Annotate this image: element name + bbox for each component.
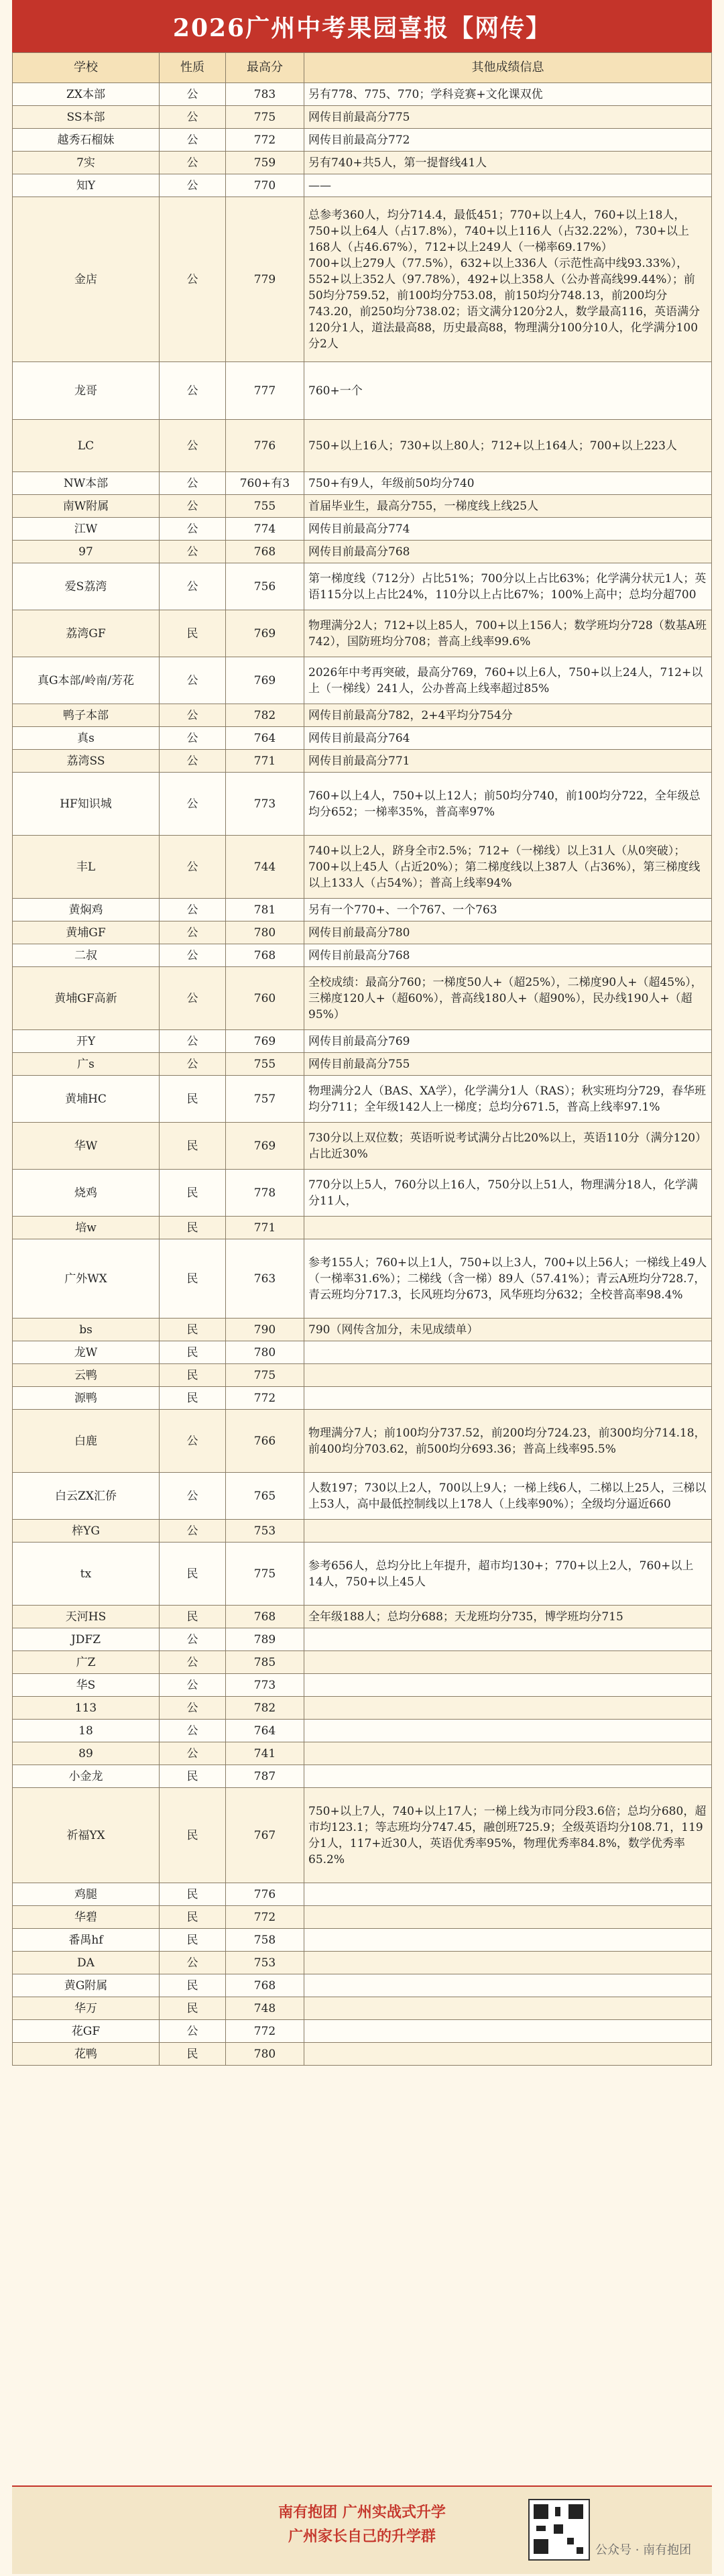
score-cell: 774 [226, 518, 304, 541]
info-cell: 750+有9人，年级前50均分740 [304, 472, 712, 495]
type-cell: 公 [160, 1628, 226, 1651]
table-row [13, 174, 712, 197]
table-row [13, 1543, 712, 1606]
type-cell: 民 [160, 1788, 226, 1883]
info-cell: 人数197；730以上2人，700以上9人；一梯上线6人，二梯以上25人，三梯以上53人，高中最低控制线以上178人（上线率90%）；全级均分逼近660 [304, 1473, 712, 1520]
table-row [13, 1364, 712, 1387]
info-cell: 网传目前最高分771 [304, 750, 712, 773]
info-cell: 另有一个770+、一个767、一个763 [304, 899, 712, 921]
type-cell: 公 [160, 750, 226, 773]
score-cell: 755 [226, 1053, 304, 1076]
score-cell: 770 [226, 174, 304, 197]
score-cell: 772 [226, 1906, 304, 1929]
score-cell: 769 [226, 657, 304, 704]
score-cell: 759 [226, 152, 304, 174]
info-cell: 参考656人，总均分比上年提升，超市均130+；770+以上2人，760+以上14人，750+以上45人 [304, 1543, 712, 1606]
school-cell: 真G本部/岭南/芳花 [13, 657, 160, 704]
school-cell: 烧鸡 [13, 1170, 160, 1217]
info-cell: 网传目前最高分769 [304, 1030, 712, 1053]
score-cell: 753 [226, 1520, 304, 1543]
table-row [13, 362, 712, 420]
score-cell: 758 [226, 1929, 304, 1952]
info-cell: 网传目前最高分755 [304, 1053, 712, 1076]
type-cell: 公 [160, 1053, 226, 1076]
score-cell: 764 [226, 727, 304, 750]
table-header-row [13, 53, 712, 83]
info-cell [304, 2043, 712, 2066]
score-cell: 763 [226, 1239, 304, 1319]
table-row [13, 197, 712, 362]
table-row [13, 1720, 712, 1742]
score-cell: 771 [226, 750, 304, 773]
school-cell: 113 [13, 1697, 160, 1720]
type-cell: 公 [160, 836, 226, 899]
type-cell: 公 [160, 83, 226, 106]
type-cell: 公 [160, 518, 226, 541]
school-cell: 梓YG [13, 1520, 160, 1543]
info-cell: 750+以上16人；730+以上80人；712+以上164人；700+以上223人 [304, 420, 712, 472]
school-cell: DA [13, 1952, 160, 1974]
info-cell [304, 1387, 712, 1410]
school-cell: 花鸭 [13, 2043, 160, 2066]
info-cell: 另有778、775、770；学科竞赛+文化课双优 [304, 83, 712, 106]
table-row [13, 750, 712, 773]
type-cell: 民 [160, 610, 226, 657]
info-cell [304, 1883, 712, 1906]
type-cell: 公 [160, 967, 226, 1030]
type-cell: 公 [160, 773, 226, 836]
score-cell: 765 [226, 1473, 304, 1520]
school-cell: 越秀石榴妹 [13, 129, 160, 152]
table-row [13, 1674, 712, 1697]
info-cell: 740+以上2人，跻身全市2.5%；712+（一梯线）以上31人（从0突破）；700+以上45人（占近20%）；第二梯度线以上387人（占36%），第三梯度线以上133人（占54%）；普高上线率94% [304, 836, 712, 899]
footer-line-1: 南有抱团 广州实战式升学 [278, 2504, 446, 2521]
type-cell: 公 [160, 541, 226, 563]
table-row [13, 1341, 712, 1364]
type-cell: 公 [160, 1473, 226, 1520]
info-cell: 网传目前最高分764 [304, 727, 712, 750]
info-cell: 参考155人；760+以上1人，750+以上3人，700+以上56人；一梯线上49人（一梯率31.6%）；二梯线（含一梯）89人（57.41%）；青云A班均分728.7，青云班均分717.3，长风班均分673，风华班均分632；全校普高率98.4% [304, 1239, 712, 1319]
type-cell: 公 [160, 657, 226, 704]
type-cell: 公 [160, 1030, 226, 1053]
school-cell: 二叔 [13, 944, 160, 967]
table-row [13, 1410, 712, 1473]
school-cell: 黄埔HC [13, 1076, 160, 1123]
table-row [13, 541, 712, 563]
school-cell: 金店 [13, 197, 160, 362]
school-cell: 云鸭 [13, 1364, 160, 1387]
table-row [13, 836, 712, 899]
score-cell: 769 [226, 1030, 304, 1053]
school-cell: 黄埔GF高新 [13, 967, 160, 1030]
type-cell: 公 [160, 1410, 226, 1473]
type-cell: 公 [160, 1697, 226, 1720]
table-row [13, 83, 712, 106]
info-cell: 网传目前最高分774 [304, 518, 712, 541]
info-cell [304, 1651, 712, 1674]
score-cell: 776 [226, 1883, 304, 1906]
type-cell: 公 [160, 1651, 226, 1674]
school-cell: HF知识城 [13, 773, 160, 836]
school-cell: 黄焖鸡 [13, 899, 160, 921]
school-cell: NW本部 [13, 472, 160, 495]
type-cell: 民 [160, 1341, 226, 1364]
table-row [13, 1997, 712, 2020]
type-cell: 公 [160, 899, 226, 921]
school-cell: bs [13, 1319, 160, 1341]
type-cell: 民 [160, 2043, 226, 2066]
table-row [13, 1628, 712, 1651]
score-cell: 781 [226, 899, 304, 921]
table-row [13, 1883, 712, 1906]
table-row [13, 1473, 712, 1520]
score-cell: 753 [226, 1952, 304, 1974]
info-cell: 网传目前最高分782，2+4平均分754分 [304, 704, 712, 727]
type-cell: 民 [160, 1974, 226, 1997]
info-cell [304, 1952, 712, 1974]
table-row [13, 2043, 712, 2066]
header-school: 学校 [13, 53, 160, 83]
info-cell [304, 1765, 712, 1788]
info-cell: 网传目前最高分780 [304, 921, 712, 944]
table-row [13, 1123, 712, 1170]
school-cell: 龙W [13, 1341, 160, 1364]
info-cell: 网传目前最高分772 [304, 129, 712, 152]
type-cell: 民 [160, 1170, 226, 1217]
type-cell: 公 [160, 472, 226, 495]
score-cell: 764 [226, 1720, 304, 1742]
score-cell: 787 [226, 1765, 304, 1788]
table-row [13, 704, 712, 727]
school-cell: 黄G附属 [13, 1974, 160, 1997]
table-row [13, 152, 712, 174]
table-row [13, 610, 712, 657]
table-row [13, 921, 712, 944]
type-cell: 公 [160, 129, 226, 152]
info-cell [304, 1906, 712, 1929]
table-row [13, 1651, 712, 1674]
school-cell: 南W附属 [13, 495, 160, 518]
table-row [13, 1788, 712, 1883]
score-cell: 780 [226, 921, 304, 944]
school-cell: 89 [13, 1742, 160, 1765]
school-cell: 花GF [13, 2020, 160, 2043]
type-cell: 公 [160, 362, 226, 420]
score-cell: 780 [226, 2043, 304, 2066]
type-cell: 民 [160, 1997, 226, 2020]
table-row [13, 1974, 712, 1997]
school-cell: 天河HS [13, 1606, 160, 1628]
footer [12, 2485, 712, 2574]
info-cell: 另有740+共5人，第一提督线41人 [304, 152, 712, 174]
watermark: 公众号 · 南有抱团 [595, 2543, 692, 2557]
type-cell: 民 [160, 1319, 226, 1341]
score-cell: 779 [226, 197, 304, 362]
table-row [13, 563, 712, 610]
school-cell: 荔湾GF [13, 610, 160, 657]
table-row [13, 1170, 712, 1217]
type-cell: 公 [160, 152, 226, 174]
info-cell [304, 1742, 712, 1765]
table-row [13, 1319, 712, 1341]
score-cell: 790 [226, 1319, 304, 1341]
table-row [13, 1520, 712, 1543]
school-cell: 番禺hf [13, 1929, 160, 1952]
type-cell: 民 [160, 1123, 226, 1170]
score-cell: 772 [226, 1387, 304, 1410]
table-row [13, 1030, 712, 1053]
score-cell: 755 [226, 495, 304, 518]
type-cell: 公 [160, 495, 226, 518]
score-cell: 760 [226, 967, 304, 1030]
info-cell: 730分以上双位数；英语听说考试满分占比20%以上，英语110分（满分120）占比近30% [304, 1123, 712, 1170]
table-row [13, 1076, 712, 1123]
info-cell: 首届毕业生，最高分755，一梯度线上线25人 [304, 495, 712, 518]
table-row [13, 1906, 712, 1929]
score-cell: 757 [226, 1076, 304, 1123]
type-cell: 公 [160, 1520, 226, 1543]
type-cell: 公 [160, 174, 226, 197]
info-cell: 760+以上4人，750+以上12人；前50均分740，前100均分722，全年级总均分652；一梯率35%，普高率97% [304, 773, 712, 836]
info-cell: 物理满分7人；前100均分737.52，前200均分724.23，前300均分714.18，前400均分703.62，前500均分693.36；普高上线率95.5% [304, 1410, 712, 1473]
score-cell: 775 [226, 1543, 304, 1606]
score-cell: 777 [226, 362, 304, 420]
table-row [13, 420, 712, 472]
info-cell: 总参考360人，均分714.4，最低451；770+以上4人，760+以上18人，750+以上64人（占17.8%），740+以上116人（占32.22%），730+以上168人（占46.67%），712+以上249人（一梯率69.17%） 700+以上279人（77.5%），632+以上336人（示范性高中线93.33%），552+以上352人（97.78%），492+以上358人（公办普高线99.44%）；前50均分759.52，前100均分753.08，前150均分748.13，前200均分743.20，前250均分738.02；语文满分120分2人，数学最高116，英语满分120分1人，道法最高88，历史最高88，物理满分100分10人，化学满分100分2人 [304, 197, 712, 362]
info-cell: 全校成绩：最高分760；一梯度50人+（超25%），二梯度90人+（超45%），三梯度120人+（超60%），普高线180人+（超90%），民办线190人+（超95%） [304, 967, 712, 1030]
school-cell: 18 [13, 1720, 160, 1742]
school-cell: LC [13, 420, 160, 472]
school-cell: 黄埔GF [13, 921, 160, 944]
type-cell: 公 [160, 921, 226, 944]
type-cell: 民 [160, 1387, 226, 1410]
table-row [13, 773, 712, 836]
score-cell: 760+有3 [226, 472, 304, 495]
type-cell: 公 [160, 1674, 226, 1697]
type-cell: 公 [160, 944, 226, 967]
header-type: 性质 [160, 53, 226, 83]
table-row [13, 727, 712, 750]
school-cell: 97 [13, 541, 160, 563]
table-row [13, 2020, 712, 2043]
type-cell: 民 [160, 1906, 226, 1929]
info-cell [304, 1720, 712, 1742]
type-cell: 公 [160, 1720, 226, 1742]
table-row [13, 1952, 712, 1974]
info-cell [304, 1974, 712, 1997]
info-cell [304, 1997, 712, 2020]
school-cell: 7实 [13, 152, 160, 174]
type-cell: 民 [160, 1929, 226, 1952]
score-cell: 785 [226, 1651, 304, 1674]
info-cell [304, 1217, 712, 1239]
school-cell: 龙哥 [13, 362, 160, 420]
type-cell: 公 [160, 197, 226, 362]
school-cell: 荔湾SS [13, 750, 160, 773]
info-cell [304, 1929, 712, 1952]
table-row [13, 1217, 712, 1239]
page [12, 0, 712, 2066]
school-cell: JDFZ [13, 1628, 160, 1651]
info-cell [304, 1364, 712, 1387]
score-cell: 741 [226, 1742, 304, 1765]
info-cell: 第一梯度线（712分）占比51%；700分以上占比63%；化学满分状元1人；英语115分以上占比24%，110分以上占比67%；100%上高中；总均分超700 [304, 563, 712, 610]
footer-line-2: 广州家长自己的升学群 [288, 2528, 436, 2545]
qr-code-icon [528, 2499, 590, 2561]
score-cell: 782 [226, 1697, 304, 1720]
school-cell: 小金龙 [13, 1765, 160, 1788]
header-score: 最高分 [226, 53, 304, 83]
info-cell: 750+以上7人，740+以上17人；一梯上线为市同分段3.6倍；总均分680，超市均123.1；等志班均分747.45，融创班725.9；全级英语均分108.71，119分1人，117+近30人，英语优秀率95%，物理优秀率84.8%，数学优秀率65.2% [304, 1788, 712, 1883]
score-cell: 769 [226, 610, 304, 657]
type-cell: 公 [160, 1952, 226, 1974]
score-cell: 782 [226, 704, 304, 727]
table-row [13, 518, 712, 541]
score-cell: 768 [226, 1974, 304, 1997]
info-cell: 790（网传含加分，未见成绩单） [304, 1319, 712, 1341]
score-cell: 748 [226, 1997, 304, 2020]
school-cell: 江W [13, 518, 160, 541]
info-cell: 网传目前最高分768 [304, 541, 712, 563]
info-cell: 2026年中考再突破，最高分769，760+以上6人，750+以上24人，712+以上（一梯线）241人，公办普高上线率超过85% [304, 657, 712, 704]
type-cell: 民 [160, 1239, 226, 1319]
score-cell: 775 [226, 1364, 304, 1387]
school-cell: tx [13, 1543, 160, 1606]
school-cell: 华W [13, 1123, 160, 1170]
header-info: 其他成绩信息 [304, 53, 712, 83]
type-cell: 公 [160, 704, 226, 727]
type-cell: 民 [160, 1217, 226, 1239]
score-cell: 767 [226, 1788, 304, 1883]
type-cell: 公 [160, 420, 226, 472]
table-row [13, 1053, 712, 1076]
score-cell: 789 [226, 1628, 304, 1651]
info-cell: 760+一个 [304, 362, 712, 420]
page-title: 2026广州中考果园喜报【网传】 [12, 0, 712, 52]
type-cell: 民 [160, 1543, 226, 1606]
school-cell: SS本部 [13, 106, 160, 129]
score-cell: 771 [226, 1217, 304, 1239]
school-cell: 华万 [13, 1997, 160, 2020]
school-cell: 广Z [13, 1651, 160, 1674]
school-cell: 开Y [13, 1030, 160, 1053]
table-row [13, 657, 712, 704]
school-cell: 知Y [13, 174, 160, 197]
school-cell: 白鹿 [13, 1410, 160, 1473]
type-cell: 民 [160, 1076, 226, 1123]
results-table [12, 52, 712, 2066]
table-row [13, 472, 712, 495]
table-row [13, 129, 712, 152]
info-cell [304, 2020, 712, 2043]
table-row [13, 967, 712, 1030]
table-row [13, 1697, 712, 1720]
info-cell: 物理满分2人；712+以上85人，700+以上156人；数学班均分728（数基A班742），国防班均分708；普高上线率99.6% [304, 610, 712, 657]
score-cell: 768 [226, 1606, 304, 1628]
info-cell [304, 1697, 712, 1720]
score-cell: 769 [226, 1123, 304, 1170]
score-cell: 773 [226, 773, 304, 836]
table-row [13, 495, 712, 518]
info-cell: 网传目前最高分775 [304, 106, 712, 129]
info-cell [304, 1628, 712, 1651]
table-row [13, 1239, 712, 1319]
table-row [13, 1606, 712, 1628]
table-row [13, 1742, 712, 1765]
score-cell: 772 [226, 129, 304, 152]
table-row [13, 1765, 712, 1788]
info-cell: 770分以上5人，760分以上16人，750分以上51人，物理满分18人，化学满分11人， [304, 1170, 712, 1217]
school-cell: 鸡腿 [13, 1883, 160, 1906]
school-cell: 培w [13, 1217, 160, 1239]
score-cell: 773 [226, 1674, 304, 1697]
info-cell [304, 1341, 712, 1364]
school-cell: 华碧 [13, 1906, 160, 1929]
type-cell: 公 [160, 1742, 226, 1765]
score-cell: 768 [226, 541, 304, 563]
table-row [13, 944, 712, 967]
info-cell: 网传目前最高分768 [304, 944, 712, 967]
info-cell: —— [304, 174, 712, 197]
school-cell: ZX本部 [13, 83, 160, 106]
school-cell: 真s [13, 727, 160, 750]
school-cell: 广s [13, 1053, 160, 1076]
school-cell: 爱S荔湾 [13, 563, 160, 610]
score-cell: 783 [226, 83, 304, 106]
score-cell: 776 [226, 420, 304, 472]
score-cell: 756 [226, 563, 304, 610]
score-cell: 780 [226, 1341, 304, 1364]
table-row [13, 1387, 712, 1410]
table-row [13, 106, 712, 129]
school-cell: 丰L [13, 836, 160, 899]
type-cell: 民 [160, 1765, 226, 1788]
school-cell: 华S [13, 1674, 160, 1697]
school-cell: 祈福YX [13, 1788, 160, 1883]
type-cell: 公 [160, 106, 226, 129]
type-cell: 民 [160, 1606, 226, 1628]
school-cell: 鸭子本部 [13, 704, 160, 727]
school-cell: 源鸭 [13, 1387, 160, 1410]
info-cell: 全年级188人；总均分688；天龙班均分735，博学班均分715 [304, 1606, 712, 1628]
info-cell [304, 1674, 712, 1697]
school-cell: 白云ZX汇侨 [13, 1473, 160, 1520]
info-cell [304, 1520, 712, 1543]
score-cell: 768 [226, 944, 304, 967]
type-cell: 民 [160, 1364, 226, 1387]
score-cell: 744 [226, 836, 304, 899]
table-row [13, 1929, 712, 1952]
type-cell: 公 [160, 2020, 226, 2043]
type-cell: 民 [160, 1883, 226, 1906]
score-cell: 778 [226, 1170, 304, 1217]
score-cell: 775 [226, 106, 304, 129]
info-cell: 物理满分2人（BAS、XA学），化学满分1人（RAS）；秋实班均分729，春华班均分711；全年级142人上一梯度；总均分671.5，普高上线率97.1% [304, 1076, 712, 1123]
score-cell: 772 [226, 2020, 304, 2043]
table-row [13, 899, 712, 921]
score-cell: 766 [226, 1410, 304, 1473]
type-cell: 公 [160, 563, 226, 610]
type-cell: 公 [160, 727, 226, 750]
school-cell: 广外WX [13, 1239, 160, 1319]
